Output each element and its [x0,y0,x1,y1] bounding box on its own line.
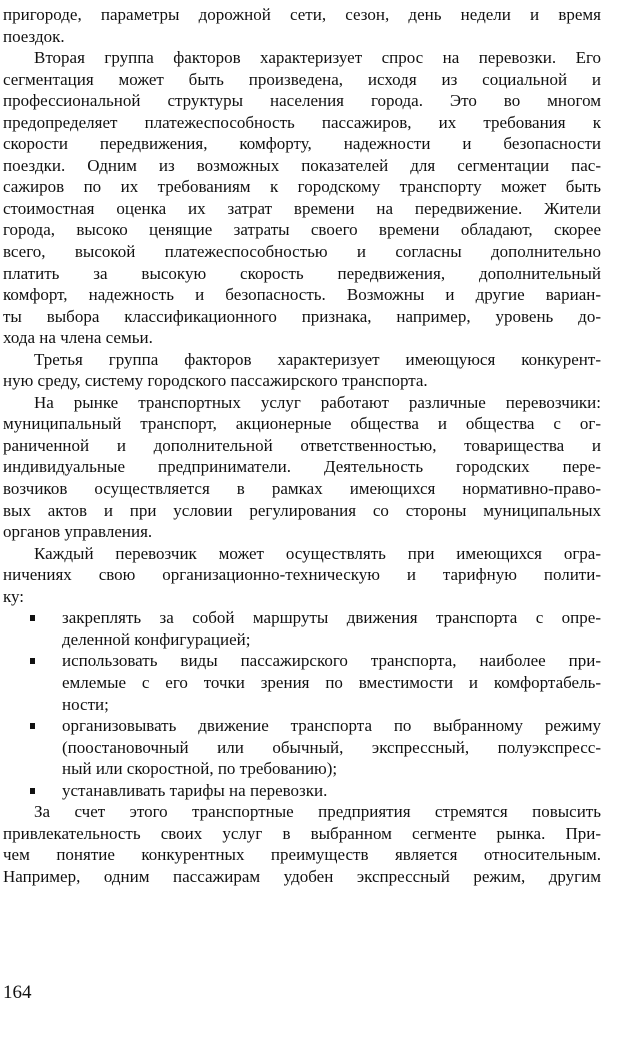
text-line: ку: [3,586,25,606]
list-item [3,607,601,650]
text-line: органов управления. [3,522,153,542]
text-line: Каждый перевозчик может осуществлять при имеющихся огра- [34,543,601,563]
text-line: города, высоко ценящие затраты своего времени обладают, скорее [3,220,601,240]
text-line: Третья группа факторов характеризует имеющуюся конкурент- [34,349,601,369]
bullet-square-icon [30,788,35,794]
text-line: индивидуальные предприниматели. Деятельность городских пере- [3,457,601,477]
text-line: (поостановочный или обычный, экспрессный, полуэкспресс- [62,737,601,757]
text-line: вых актов и при условии регулирования со стороны муниципальных [3,500,601,520]
text-line: ности; [62,694,109,714]
text-line: емлемые с его точки зрения по вместимости и комфортабель- [62,672,601,692]
bullet-list [3,607,601,801]
paragraph [3,4,601,47]
text-line: За счет этого транспортные предприятия стремятся повысить [34,802,601,822]
list-item [3,780,601,802]
bullet-square-icon [30,723,35,729]
text-line: Например, одним пассажирам удобен экспрессный режим, другим [3,866,601,886]
text-line: устанавливать тарифы на перевозки. [62,780,328,800]
text-line: возчиков осуществляется в рамках имеющихся нормативно-право- [3,479,601,499]
text-line: платить за высокую скорость передвижения, дополнительный [3,263,601,283]
text-line: ную среду, систему городского пассажирского транспорта. [3,371,428,391]
text-line: ты выбора классификационного признака, например, уровень до- [3,306,601,326]
text-line: хода на члена семьи. [3,328,153,348]
text-line: ничениях свою организационно-техническую и тарифную полити- [3,565,601,585]
text-line: На рынке транспортных услуг работают различные перевозчики: [34,392,601,412]
text-line: профессиональной структуры населения города. Это во многом [3,91,601,111]
text-line: привлекательность своих услуг в выбранном сегменте рынка. При- [3,823,601,843]
text-line: деленной конфигурацией; [62,629,251,649]
paragraph [3,349,601,392]
text-line: комфорт, надежность и безопасность. Возможны и другие вариан- [3,285,601,305]
text-line: чем понятие конкурентных преимуществ является относительным. [3,845,601,865]
text-line: сегментация может быть произведена, исходя из социальной и [3,69,601,89]
text-line: ный или скоростной, по требованию); [62,759,338,779]
text-line: пригороде, параметры дорожной сети, сезон, день недели и время [3,5,601,24]
text-line: раниченной и дополнительной ответственностью, товарищества и [3,435,601,455]
text-line: сажиров по их требованиям к городскому транспорту может быть [3,177,601,197]
page-number: 164 [3,982,32,1003]
text-line: поездки. Одним из возможных показателей для сегментации пас- [3,155,601,175]
bullet-square-icon [30,615,35,621]
paragraph [3,801,601,887]
paragraph [3,543,601,608]
text-line: предопределяет платежеспособность пассажиров, их требования к [3,112,601,132]
list-item [3,715,601,780]
text-line: закреплять за собой маршруты движения транспорта с опре- [62,608,601,628]
text-line: муниципальный транспорт, акционерные общества и общества с ог- [3,414,601,434]
text-line: стоимостная оценка их затрат времени на передвижение. Жители [3,198,601,218]
list-item [3,650,601,715]
text-line: Вторая группа факторов характеризует спрос на перевозки. Его [34,48,601,68]
text-line: скорости передвижения, комфорту, надежности и безопасности [3,134,601,154]
page-body [3,4,601,887]
paragraph [3,392,601,543]
text-line: поездок. [3,26,65,46]
paragraph [3,47,601,349]
bullet-square-icon [30,658,35,664]
text-line: организовывать движение транспорта по выбранному режиму [62,716,601,736]
text-line: всего, высокой платежеспособностью и согласны дополнительно [3,242,601,262]
text-line: использовать виды пассажирского транспорта, наиболее при- [62,651,601,671]
